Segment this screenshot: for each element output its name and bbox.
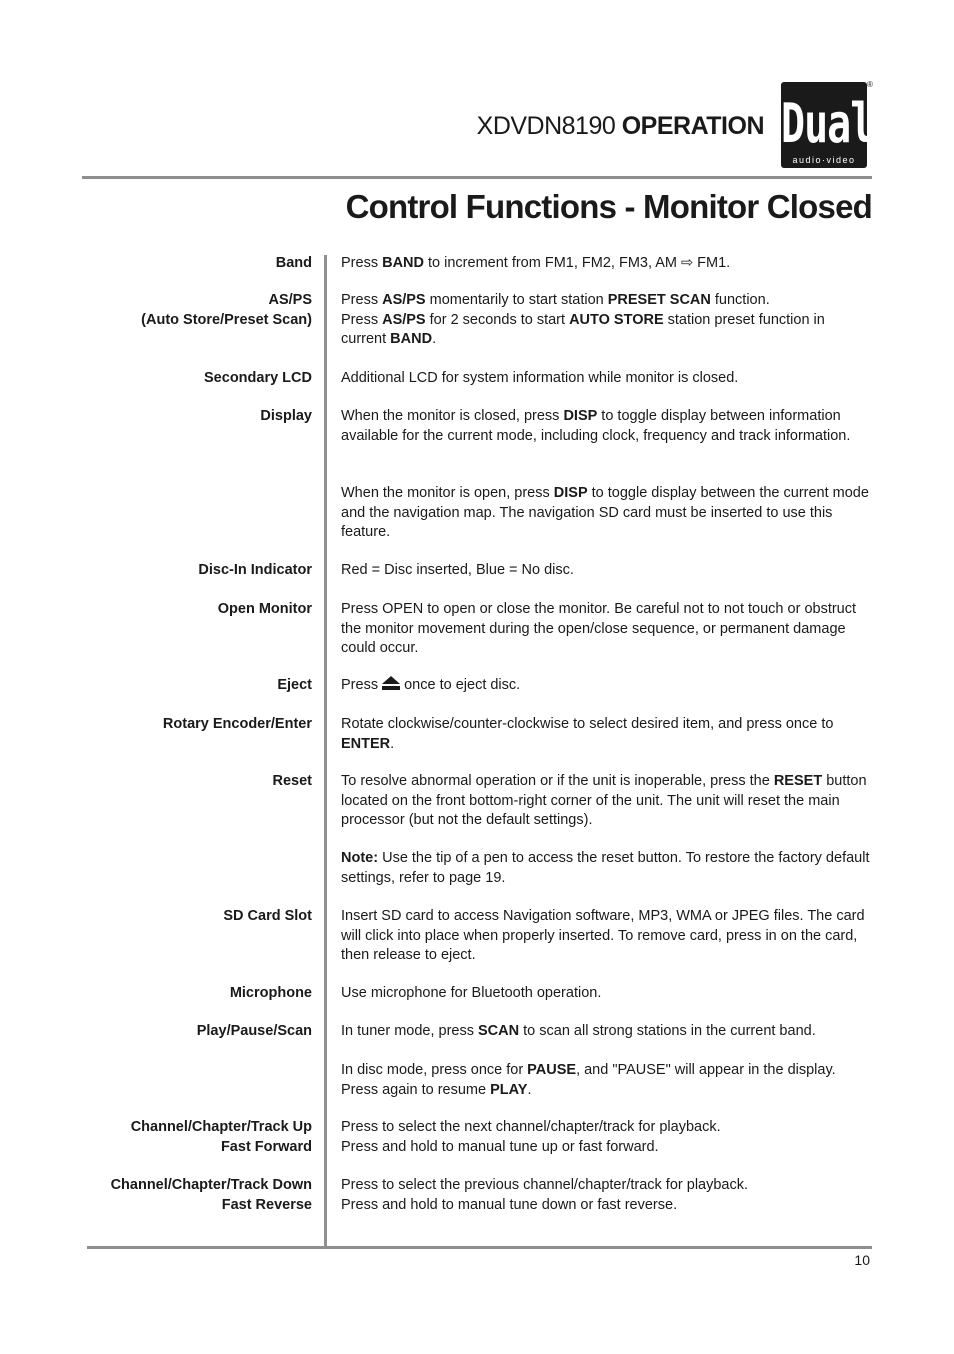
label-disc-in-indicator: Disc-In Indicator [198, 562, 312, 578]
eject-icon [382, 676, 400, 690]
desc-open-monitor: Press OPEN to open or close the monitor. Be careful not to not touch or obstruct the monitor movement during the open/close sequence, or permanent damage could occur. [341, 601, 857, 656]
desc-play-pause-scan-disc: In disc mode, press once for PAUSE, and "PAUSE" will appear in the display. Press again to resume PLAY. [341, 1062, 836, 1098]
top-rule [82, 176, 872, 179]
desc-display-open: When the monitor is open, press DISP to toggle display between the current mode and the navigation map. The navigation SD card must be inserted to use this feature. [341, 485, 869, 540]
label-asps-line2: (Auto Store/Preset Scan) [141, 311, 312, 328]
label-rotary-encoder: Rotary Encoder/Enter [162, 716, 312, 732]
desc-secondary-lcd: Additional LCD for system information while monitor is closed. [341, 370, 739, 386]
desc-display-closed: When the monitor is closed, press DISP to toggle display between information available for the current mode, including clock, frequency and track information. [341, 408, 851, 444]
header-title [477, 112, 764, 141]
label-play-pause-scan: Play/Pause/Scan [196, 1023, 312, 1039]
label-channel-down-line2: Fast Reverse [221, 1196, 312, 1213]
label-channel-up-line2: Fast Forward [220, 1138, 312, 1155]
label-band: Band [275, 255, 312, 271]
label-channel-up [131, 1118, 312, 1157]
label-channel-up-line1: Channel/Chapter/Track Up [130, 1119, 312, 1135]
operation-label: OPERATION [621, 112, 764, 140]
label-sd-card-slot: SD Card Slot [223, 908, 312, 924]
desc-channel-up: Press to select the next channel/chapter/track for playback. Press and hold to manual tune up or fast forward. [341, 1119, 721, 1155]
label-asps-line1: AS/PS [268, 292, 312, 308]
desc-reset-note: Note: Use the tip of a pen to access the reset button. To restore the factory default settings, refer to page 19. [341, 850, 870, 886]
label-display: Display [260, 408, 312, 424]
dual-logo [781, 82, 874, 168]
label-eject: Eject [277, 677, 312, 693]
desc-microphone: Use microphone for Bluetooth operation. [341, 985, 602, 1001]
label-microphone: Microphone [229, 985, 312, 1001]
label-open-monitor: Open Monitor [217, 601, 312, 617]
page-number: 10 [854, 1252, 870, 1268]
column-divider [324, 255, 327, 1248]
desc-sd-card-slot: Insert SD card to access Navigation software, MP3, WMA or JPEG files. The card will click into place when properly inserted. To remove card, press in on the card, then release to eject. [341, 908, 865, 963]
desc-play-pause-scan-tuner: In tuner mode, press SCAN to scan all strong stations in the current band. [341, 1023, 816, 1039]
bottom-rule [87, 1246, 872, 1249]
desc-disc-in-indicator: Red = Disc inserted, Blue = No disc. [341, 562, 574, 578]
label-channel-down [111, 1176, 312, 1215]
logo-subtext: audio·video [792, 155, 856, 165]
label-channel-down-line1: Channel/Chapter/Track Down [110, 1177, 312, 1193]
desc-asps: Press AS/PS momentarily to start station PRESET SCAN function. Press AS/PS for 2 seconds to start AUTO STORE station preset function in current BAND. [341, 292, 825, 347]
desc-rotary-encoder: Rotate clockwise/counter-clockwise to select desired item, and press once to ENTER. [341, 716, 834, 752]
label-secondary-lcd: Secondary LCD [204, 370, 312, 386]
desc-band: Press BAND to increment from FM1, FM2, FM3, AM ⇨ FM1. [341, 255, 731, 271]
logo-word: Dual [781, 93, 874, 156]
page-title: Control Functions - Monitor Closed [345, 188, 872, 225]
model-name: XDVDN8190 [476, 112, 616, 140]
label-reset: Reset [272, 773, 312, 789]
desc-channel-down: Press to select the previous channel/chapter/track for playback. Press and hold to manual tune down or fast reverse. [341, 1177, 749, 1213]
desc-reset: To resolve abnormal operation or if the unit is inoperable, press the RESET button located on the front bottom-right corner of the unit. The unit will reset the main processor (but not the default settings). [341, 773, 867, 828]
desc-eject: Press once to eject disc. [341, 677, 521, 693]
label-asps [141, 291, 312, 330]
registered-mark: ® [867, 80, 873, 89]
